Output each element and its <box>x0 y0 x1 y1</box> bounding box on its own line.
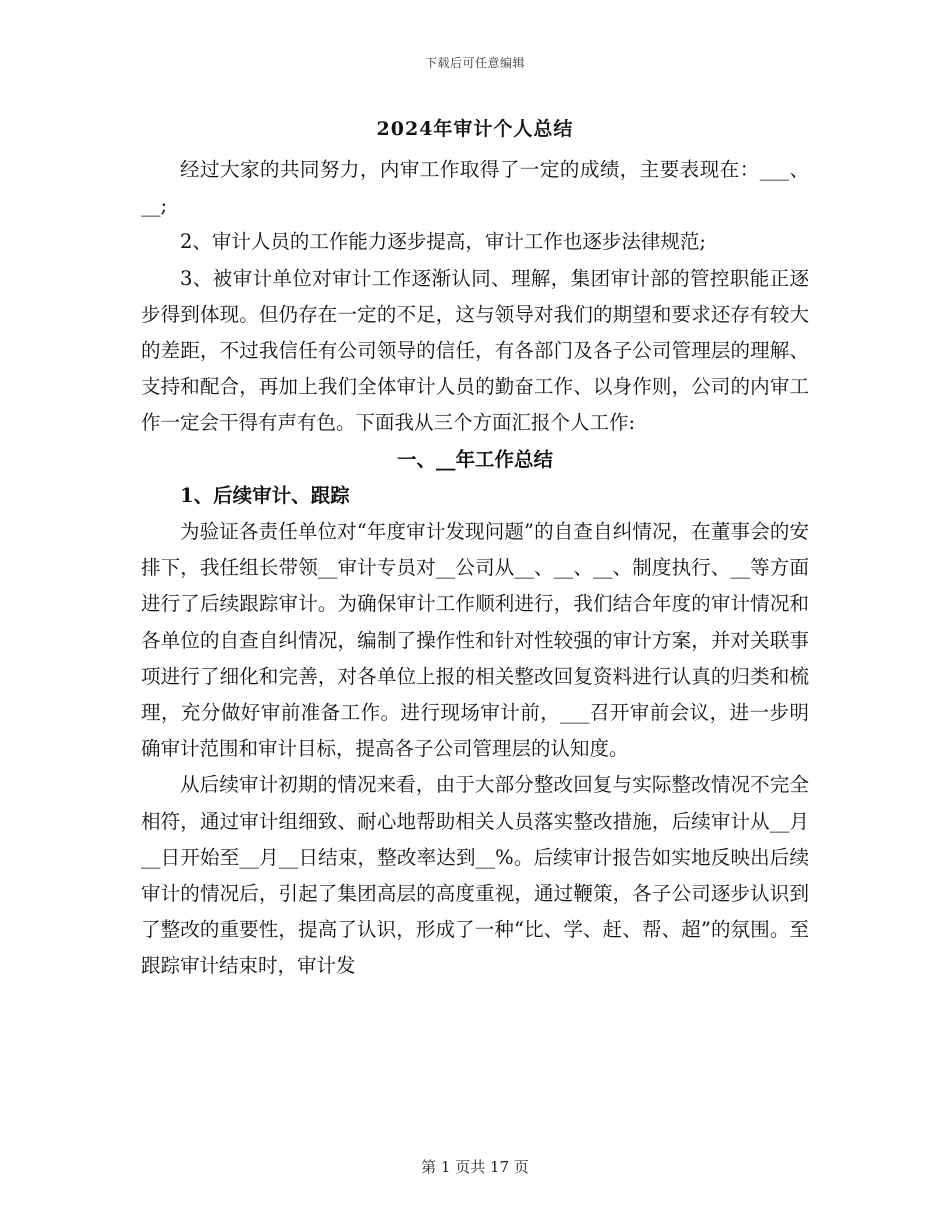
paragraph-item-3: 3、被审计单位对审计工作逐渐认同、理解，集团审计部的管控职能正逐步得到体现。但仍存在一定的不足，这与领导对我们的期望和要求还存有较大的差距，不过我信任有公司领导的信任，有各部门及各子公司管理层的理解、支持和配合，再加上我们全体审计人员的勤奋工作、以身作则，公司的内审工作一定会干得有声有色。下面我从三个方面汇报个人工作: <box>141 266 809 435</box>
document-title: 2024年审计个人总结 <box>376 118 574 140</box>
document-body <box>141 152 809 985</box>
paragraph-followup-audit: 为验证各责任单位对“年度审计发现问题”的自查自纠情况，在董事会的安排下，我任组长带领__审计专员对__公司从__、__、__、制度执行、__等方面进行了后续跟踪审计。为确保审计工作顺利进行，我们结合年度的审计情况和各单位的自查自纠情况，编制了操作性和针对性较强的审计方案，并对关联事项进行了细化和完善，对各单位上报的相关整改回复资料进行认真的归类和梳理，充分做好审前准备工作。进行现场审计前，___召开审前会议，进一步明确审计范围和审计目标，提高各子公司管理层的认知度。 <box>141 520 809 761</box>
header-note: 下载后可任意编辑 <box>424 56 525 70</box>
section-heading-1: 一、__年工作总结 <box>396 447 553 471</box>
subsection-heading-1: 1、后续审计、跟踪 <box>180 483 350 507</box>
paragraph-intro: 经过大家的共同努力，内审工作取得了一定的成绩，主要表现在：___、__; <box>141 158 809 218</box>
paragraph-item-2: 2、审计人员的工作能力逐步提高，审计工作也逐步法律规范; <box>180 230 706 254</box>
page-number-footer: 第 1 页共 17 页 <box>421 1158 529 1176</box>
paragraph-followup-results: 从后续审计初期的情况来看，由于大部分整改回复与实际整改情况不完全相符，通过审计组细致、耐心地帮助相关人员落实整改措施，后续审计从__月__日开始至__月__日结束，整改率达到__%。后续审计报告如实地反映出后续审计的情况后，引起了集团高层的高度重视，通过鞭策，各子公司逐步认识到了整改的重要性，提高了认识，形成了一种“比、学、赶、帮、超”的氛围。至跟踪审计结束时，审计发 <box>141 773 809 978</box>
